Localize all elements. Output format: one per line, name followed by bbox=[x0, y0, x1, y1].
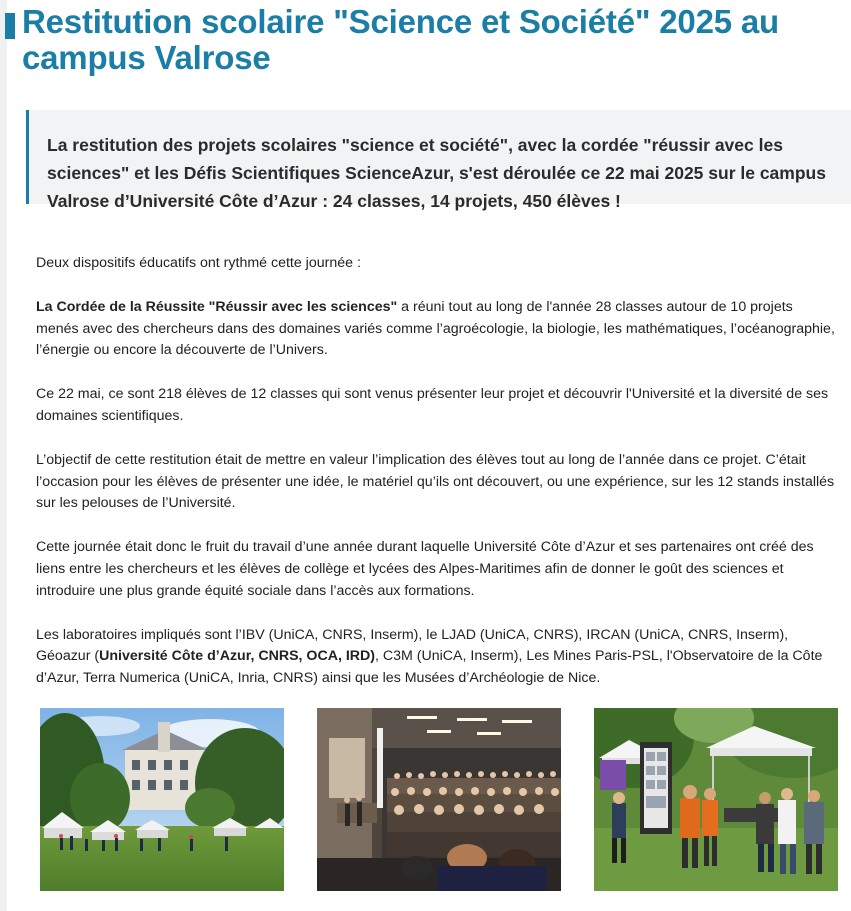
laboratories-paragraph bbox=[36, 625, 836, 690]
article-lead: La restitution des projets scolaires "science et société", avec la cordée "réussir avec les sciences" et les Défis Scientifiques ScienceAzur, s'est déroulée ce 22 mai 2025 sur le campus Valrose d’Université Côte d’Azur : 24 classes, 14 projets, 450 élèves ! bbox=[26, 110, 851, 204]
photo-gallery bbox=[40, 708, 840, 891]
students-paragraph: Ce 22 mai, ce sont 218 élèves de 12 classes qui sont venus présenter leur projet et découvrir l'Université et la diversité de ses domaines scientifiques. bbox=[36, 386, 829, 424]
labs-text-a: Les laboratoires impliqués sont l’IBV (UniCA, CNRS, Inserm), le LJAD (UniCA, CNRS), IRCAN (UniCA, CNRS, Inserm), Géoazur ( bbox=[36, 626, 789, 665]
photo-stands[interactable] bbox=[594, 708, 838, 891]
photo-amphitheatre[interactable] bbox=[317, 708, 561, 891]
title-accent-bar bbox=[5, 13, 15, 39]
page-left-rule bbox=[0, 0, 7, 911]
article-body bbox=[36, 253, 836, 712]
partners-paragraph: Cette journée était donc le fruit du travail d’une année durant laquelle Université Côte d’Azur et ses partenaires ont créé des liens entre les chercheurs et les élèves de collège et lycées des Alpes-Maritimes afin de donner le goût des sciences et introduire une plus grande équité sociale dans l’accès aux formations. bbox=[36, 539, 814, 599]
objective-paragraph: L’objectif de cette restitution était de mettre en valeur l’implication des élèves tout au long de l’année dans ce projet. C’était l’occasion pour les élèves de présenter une idée, le matériel qu’ils ont découvert, ou une expérience, sur les 12 stands installés sur les pelouses de l’Université. bbox=[36, 451, 835, 512]
amphitheatre-image bbox=[317, 708, 561, 891]
stands-image bbox=[594, 708, 838, 891]
cordee-paragraph bbox=[36, 297, 836, 362]
cordee-title: La Cordée de la Réussite "Réussir avec les sciences" bbox=[36, 298, 398, 315]
labs-text-b: , C3M (UniCA, Inserm), Les Mines Paris-PSL, l'Observatoire de la Côte d’Azur, Terra Numerica (UniCA, Inria, CNRS) ainsi que les Musées d’Archéologie de Nice. bbox=[36, 648, 823, 687]
campus-lawn-image bbox=[40, 708, 284, 891]
page-title: Restitution scolaire "Science et Société" 2025 au campus Valrose bbox=[22, 3, 779, 76]
cordee-text: a réuni tout au long de l'année 28 classes autour de 10 projets menés avec des chercheurs dans des domaines variés comme l’agroécologie, la biologie, les mathématiques, l’océanographie, l’énergie ou encore la découverte de l’Univers. bbox=[36, 298, 835, 359]
intro-paragraph: Deux dispositifs éducatifs ont rythmé cette journée : bbox=[36, 255, 361, 271]
photo-campus-lawn[interactable] bbox=[40, 708, 284, 891]
geoazur-partners: Université Côte d’Azur, CNRS, OCA, IRD) bbox=[99, 648, 375, 665]
